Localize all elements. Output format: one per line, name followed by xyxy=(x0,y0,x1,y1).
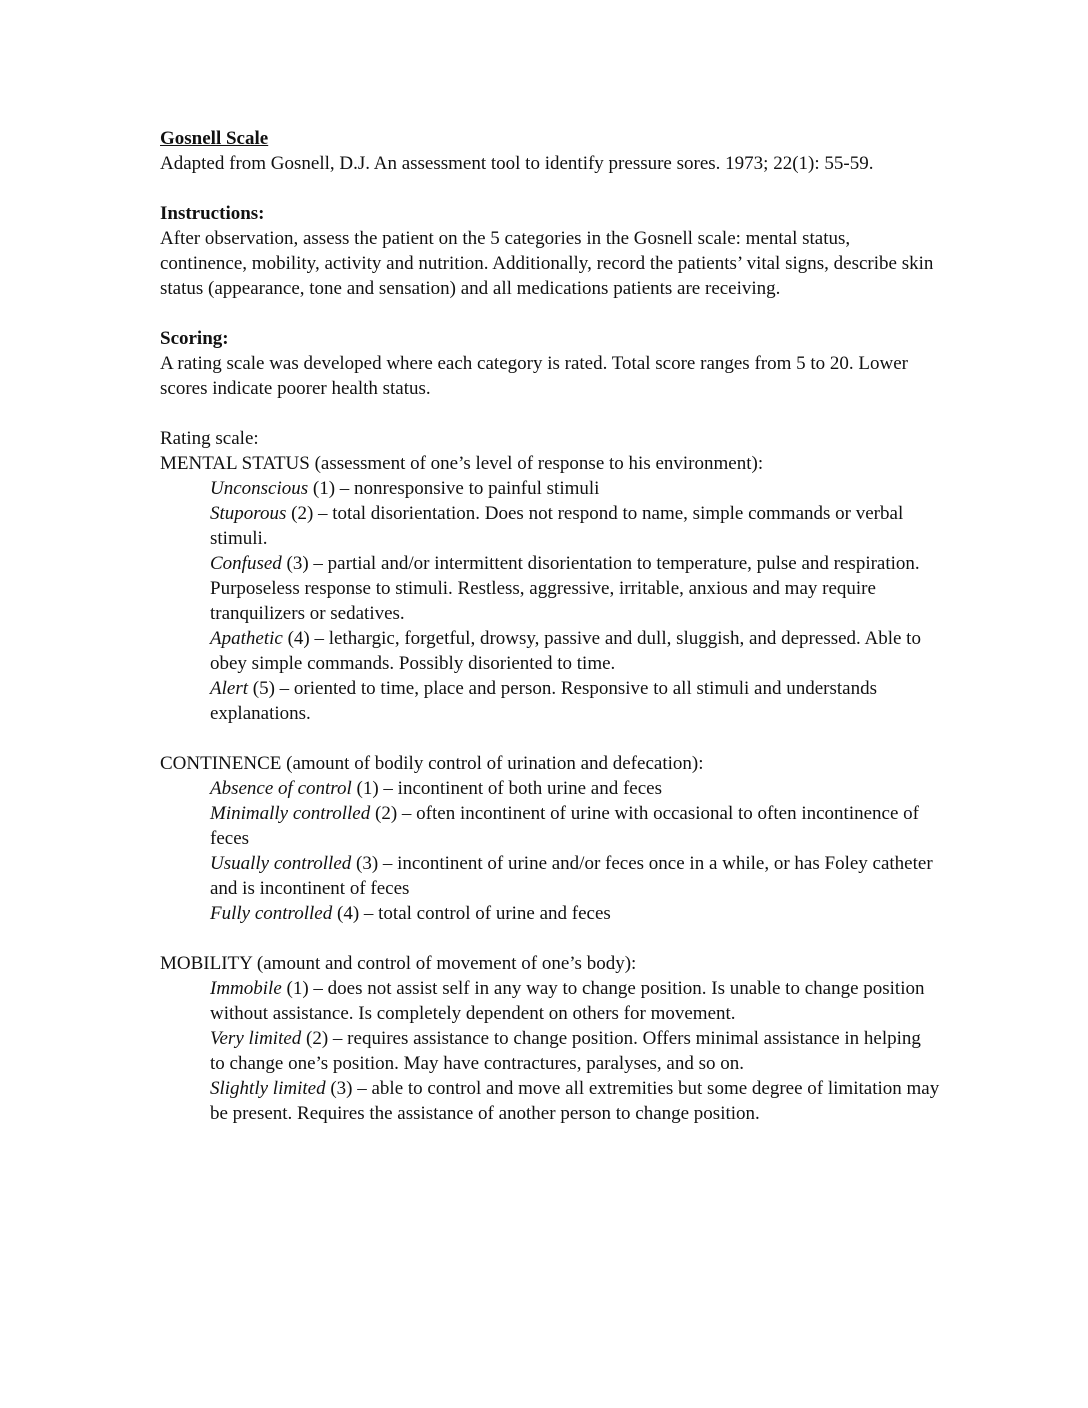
item-term: Slightly limited xyxy=(210,1078,326,1099)
list-item xyxy=(160,476,940,501)
scoring-text: A rating scale was developed where each category is rated. Total score ranges from 5 to 20. Lower scores indicate poorer health status. xyxy=(160,353,909,399)
item-description: (3) – partial and/or intermittent disorientation to temperature, pulse and respiration. Purposeless response to stimuli. Restless, aggressive, irritable, anxious and may require tranquilizers or sedatives. xyxy=(210,553,920,624)
item-description: (1) – does not assist self in any way to change position. Is unable to change position without assistance. Is completely dependent on others for movement. xyxy=(210,978,925,1024)
item-term: Apathetic xyxy=(210,628,283,649)
list-item xyxy=(160,1076,940,1126)
item-description: (2) – requires assistance to change position. Offers minimal assistance in helping to change one’s position. May have contractures, paralyses, and so on. xyxy=(210,1028,921,1074)
list-item xyxy=(160,851,940,901)
list-item xyxy=(160,976,940,1026)
item-term: Confused xyxy=(210,553,282,574)
mental-status-heading: MENTAL STATUS (assessment of one’s level of response to his environment): xyxy=(160,453,764,474)
item-term: Unconscious xyxy=(210,478,309,499)
item-description: (3) – incontinent of urine and/or feces once in a while, or has Foley catheter and is incontinent of feces xyxy=(210,853,933,899)
list-item xyxy=(160,626,940,676)
document-title: Gosnell Scale xyxy=(160,128,269,149)
list-item xyxy=(160,776,940,801)
item-description: (3) – able to control and move all extremities but some degree of limitation may be present. Requires the assistance of another person to change position. xyxy=(210,1078,940,1124)
item-description: (4) – lethargic, forgetful, drowsy, passive and dull, sluggish, and depressed. Able to obey simple commands. Possibly disoriented to time. xyxy=(210,628,921,674)
instructions-heading: Instructions: xyxy=(160,203,265,224)
item-term: Minimally controlled xyxy=(210,803,371,824)
list-item xyxy=(160,501,940,551)
item-term: Absence of control xyxy=(210,778,352,799)
item-term: Alert xyxy=(210,678,248,699)
citation: Adapted from Gosnell, D.J. An assessment tool to identify pressure sores. 1973; 22(1): 55-59. xyxy=(160,153,874,174)
instructions-text: After observation, assess the patient on the 5 categories in the Gosnell scale: mental status, continence, mobility, activity and nutrition. Additionally, record the patients’ vital signs, describe skin status (appearance, tone and sensation) and all medications patients are receiving. xyxy=(160,228,934,299)
item-term: Immobile xyxy=(210,978,282,999)
rating-scale-label: Rating scale: xyxy=(160,428,259,449)
item-description: (2) – total disorientation. Does not respond to name, simple commands or verbal stimuli. xyxy=(210,503,904,549)
item-description: (1) – incontinent of both urine and feces xyxy=(351,778,662,799)
list-item xyxy=(160,901,940,926)
item-term: Very limited xyxy=(210,1028,302,1049)
scoring-heading: Scoring: xyxy=(160,328,229,349)
list-item xyxy=(160,676,940,726)
item-term: Stuporous xyxy=(210,503,287,524)
list-item xyxy=(160,1026,940,1076)
list-item xyxy=(160,551,940,626)
continence-heading: CONTINENCE (amount of bodily control of urination and defecation): xyxy=(160,753,704,774)
item-description: (1) – nonresponsive to painful stimuli xyxy=(308,478,600,499)
item-term: Fully controlled xyxy=(210,903,333,924)
mobility-heading: MOBILITY (amount and control of movement of one’s body): xyxy=(160,953,637,974)
continence-list xyxy=(160,776,940,926)
document-page xyxy=(160,126,940,1126)
item-description: (2) – often incontinent of urine with occasional to often incontinence of feces xyxy=(210,803,919,849)
mobility-list xyxy=(160,976,940,1126)
item-description: (5) – oriented to time, place and person. Responsive to all stimuli and understands explanations. xyxy=(210,678,877,724)
item-description: (4) – total control of urine and feces xyxy=(332,903,611,924)
mental-status-list xyxy=(160,476,940,726)
list-item xyxy=(160,801,940,851)
item-term: Usually controlled xyxy=(210,853,352,874)
